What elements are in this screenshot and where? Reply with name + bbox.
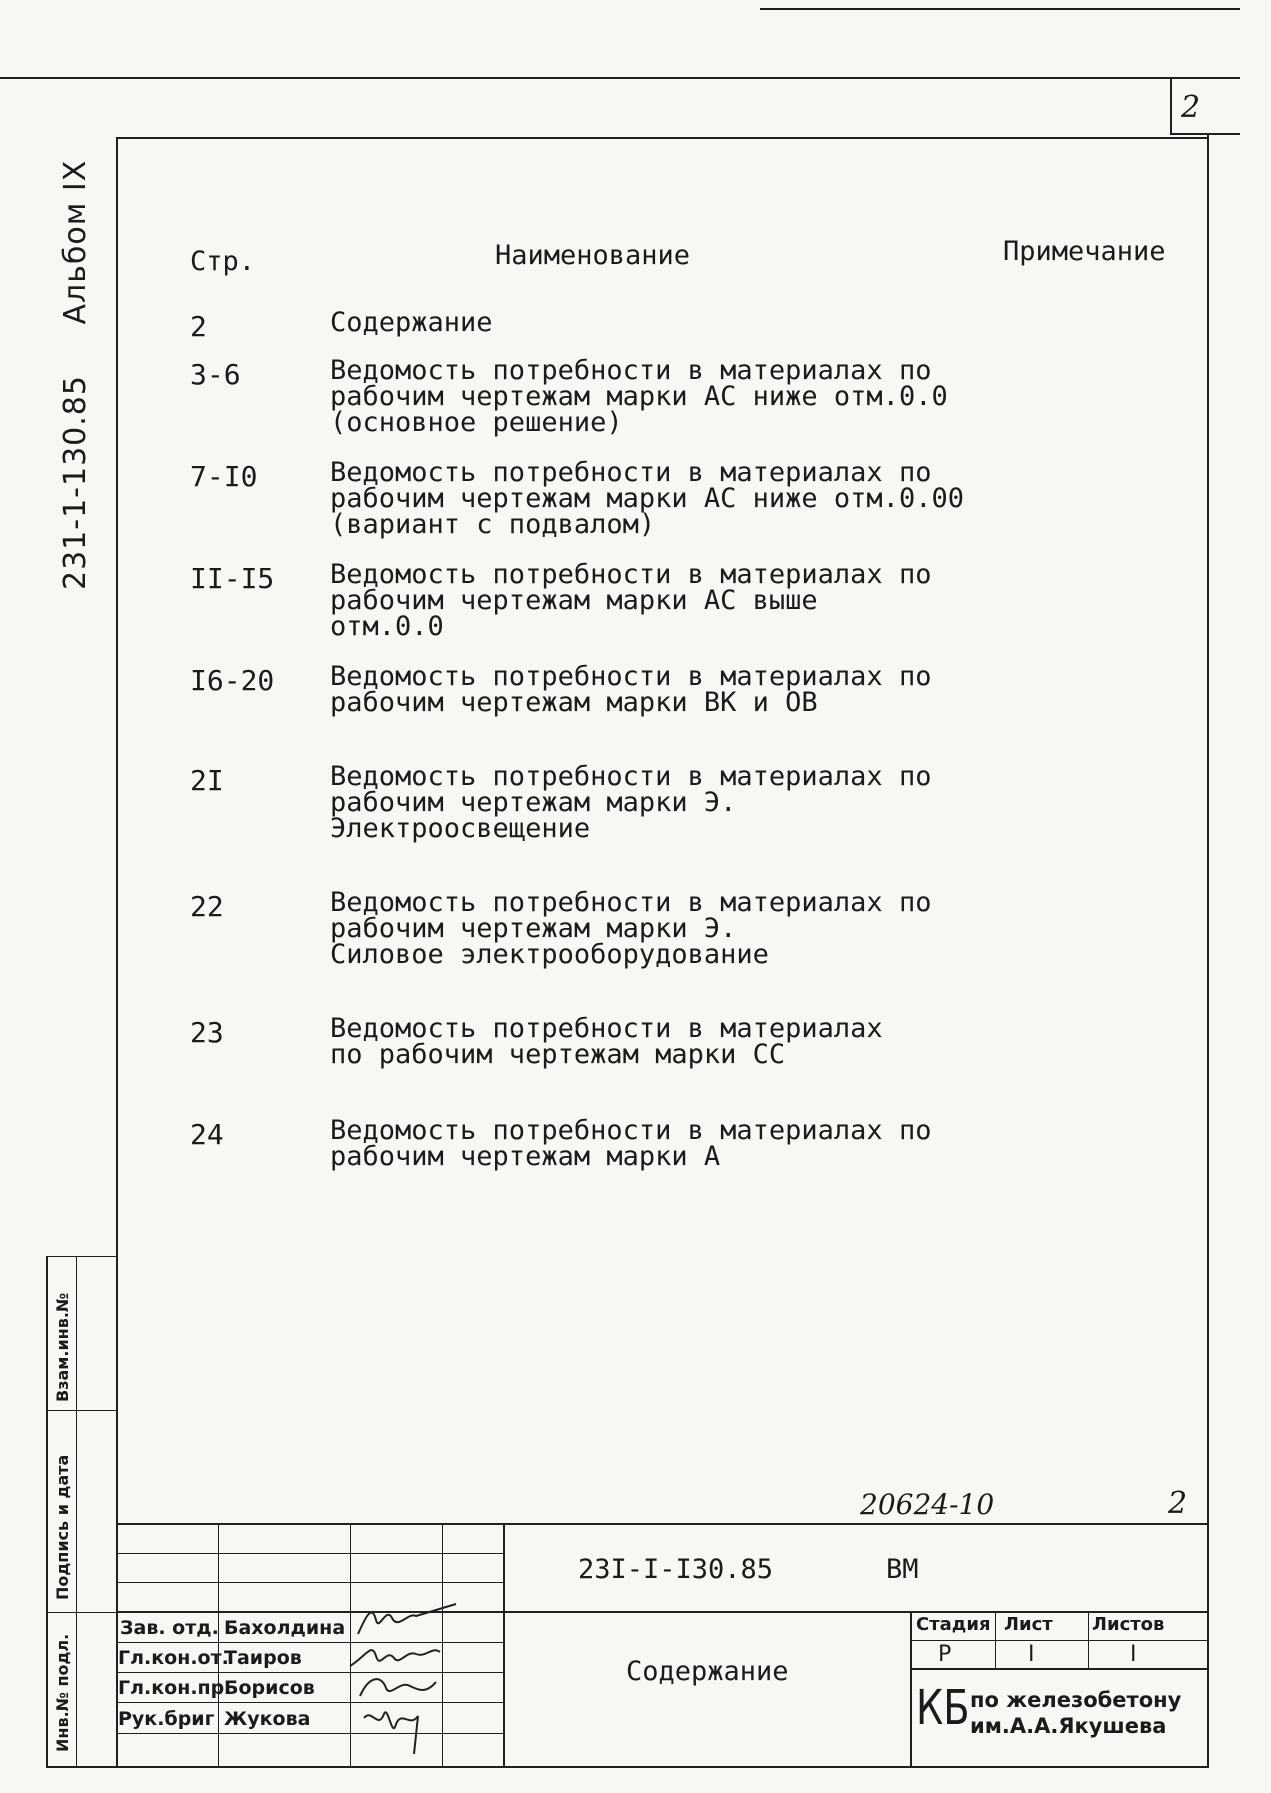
row-line: Ведомость потребности в материалах по xyxy=(330,887,932,918)
row-line: Ведомость потребности в материалах по xyxy=(330,559,932,590)
row-line: Содержание xyxy=(330,307,493,338)
album-number: Альбом IX xyxy=(58,159,93,325)
stamp-h2 xyxy=(116,1582,504,1583)
replace-inv-label: Взам.инв.№ xyxy=(53,1292,72,1402)
stamp-h-right1 xyxy=(910,1640,1208,1641)
row-page: 2 xyxy=(190,310,207,343)
header-page: Стр. xyxy=(190,246,256,277)
row-page: 7-I0 xyxy=(190,460,258,493)
row-line: Ведомость потребности в материалах по xyxy=(330,355,932,386)
sheet-value: I xyxy=(1028,1642,1035,1667)
doc-title: Содержание xyxy=(626,1656,789,1687)
row-line: рабочим чертежам марки ВК и ОВ xyxy=(330,687,818,718)
stamp-v4 xyxy=(503,1523,505,1767)
role-label: Гл.кон.пр. xyxy=(118,1677,232,1699)
signature-4-icon xyxy=(358,1700,438,1760)
row-line: (вариант с подвалом) xyxy=(330,509,656,540)
row-line: рабочим чертежам марки АС выше xyxy=(330,585,818,616)
left-strip-div2 xyxy=(46,1612,116,1613)
row-line: рабочим чертежам марки АС ниже отм.0.00 xyxy=(330,483,964,514)
stamp-v-right1 xyxy=(995,1611,996,1669)
top-border xyxy=(0,77,1240,79)
stamp-v1 xyxy=(218,1523,219,1767)
row-page: 22 xyxy=(190,890,224,923)
row-page: 2I xyxy=(190,764,224,797)
row-line: рабочим чертежам марки АС ниже отм.0.0 xyxy=(330,381,948,412)
role-name: Таиров xyxy=(224,1647,302,1669)
role-label: Рук.бриг xyxy=(118,1708,215,1730)
sheet-label: Лист xyxy=(1004,1614,1053,1635)
role-name: Бахолдина xyxy=(224,1617,346,1639)
left-strip-div1 xyxy=(46,1410,116,1411)
doc-mark: ВМ xyxy=(886,1554,919,1585)
row-line: рабочим чертежам марки Э. xyxy=(330,913,737,944)
row-line: рабочим чертежам марки А xyxy=(330,1141,721,1172)
row-line: Ведомость потребности в материалах xyxy=(330,1013,883,1044)
role-name: Борисов xyxy=(224,1677,315,1699)
stamp-top xyxy=(116,1523,1208,1525)
left-strip-top xyxy=(46,1256,116,1257)
role-name: Жукова xyxy=(224,1708,311,1730)
row-text xyxy=(330,457,964,540)
sheets-value: I xyxy=(1130,1642,1137,1667)
page-num-box-left xyxy=(1170,77,1172,135)
top-dash-line xyxy=(760,8,1240,10)
row-line: Ведомость потребности в материалах по xyxy=(330,661,932,692)
row-line: по рабочим чертежам марки СС xyxy=(330,1039,786,1070)
stamp-v5 xyxy=(910,1611,912,1767)
page-number-top: 2 xyxy=(1181,90,1201,125)
album-side-label xyxy=(58,140,98,590)
left-strip-inner xyxy=(76,1256,77,1768)
row-line: Силовое электрооборудование xyxy=(330,939,769,970)
stage-label: Стадия xyxy=(916,1614,991,1635)
role-label: Гл.кон.от. xyxy=(118,1647,229,1669)
row-page: 3-6 xyxy=(190,358,241,391)
row-line: Ведомость потребности в материалах по xyxy=(330,1115,932,1146)
row-text xyxy=(330,355,950,438)
row-text xyxy=(330,887,950,970)
stamp-h1 xyxy=(116,1553,504,1554)
row-text xyxy=(330,661,950,718)
row-text xyxy=(330,1115,950,1172)
row-page: 24 xyxy=(190,1118,224,1151)
stamp-h6 xyxy=(116,1702,504,1703)
stamp-v-right2 xyxy=(1088,1611,1089,1669)
stamp-h-right2 xyxy=(910,1668,1208,1670)
row-text xyxy=(330,1013,950,1070)
row-line: рабочим чертежам марки Э. xyxy=(330,787,737,818)
left-strip-left xyxy=(46,1256,48,1768)
header-note: Примечание xyxy=(1003,236,1166,267)
sign-date-label: Подпись и дата xyxy=(53,1454,72,1600)
main-frame-bottom xyxy=(46,1766,1209,1768)
row-page: 23 xyxy=(190,1016,224,1049)
top-border-right-segment xyxy=(1170,133,1240,135)
role-label: Зав. отд. xyxy=(120,1617,219,1639)
row-text xyxy=(330,761,950,844)
row-line: Электроосвещение xyxy=(330,813,591,844)
stage-value: Р xyxy=(938,1642,952,1667)
main-frame-top xyxy=(116,137,1208,139)
order-number: 20624-10 xyxy=(860,1488,995,1521)
inv-orig-label: Инв.№ подл. xyxy=(53,1633,72,1752)
doc-code: 23I-I-I30.85 xyxy=(578,1554,774,1585)
sheet-number: 2 xyxy=(1168,1486,1188,1521)
row-text xyxy=(330,559,950,642)
album-code: 231-1-130.85 xyxy=(58,375,93,590)
stamp-h3 xyxy=(116,1611,1208,1613)
sheets-label: Листов xyxy=(1092,1614,1165,1635)
row-text xyxy=(330,307,950,338)
row-line: Ведомость потребности в материалах по xyxy=(330,761,932,792)
row-page: II-I5 xyxy=(190,562,275,595)
row-page: I6-20 xyxy=(190,664,275,697)
row-line: отм.0.0 xyxy=(330,611,444,642)
row-line: (основное решение) xyxy=(330,407,623,438)
row-line: Ведомость потребности в материалах по xyxy=(330,457,932,488)
stamp-h7 xyxy=(116,1733,504,1734)
org-line-2: им.А.А.Якушева xyxy=(970,1714,1167,1738)
header-name: Наименование xyxy=(495,240,691,271)
org-line-1: по железобетону xyxy=(970,1688,1182,1712)
org-logo: КБ xyxy=(916,1680,970,1736)
